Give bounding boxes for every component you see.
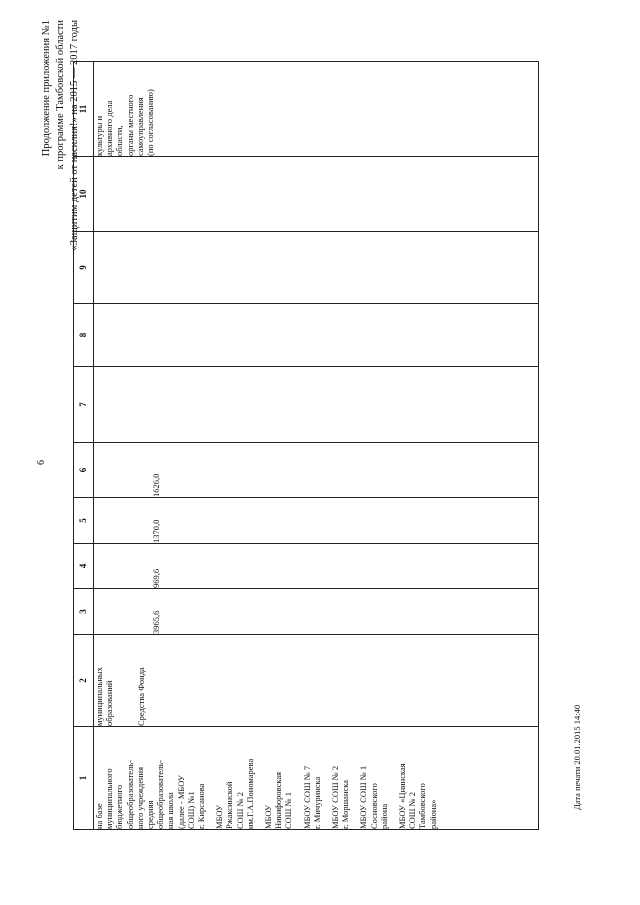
col-header-10: 10 xyxy=(74,157,94,232)
cell-col10 xyxy=(94,157,539,232)
print-date: Дата печати 20.01.2015 14:40 xyxy=(572,704,582,810)
cell-col9 xyxy=(94,232,539,304)
cell-line: муниципального xyxy=(104,768,115,829)
cell-responsible xyxy=(94,62,539,157)
cell-line: области, xyxy=(114,125,125,156)
cell-col6 xyxy=(94,443,539,498)
cell-line: ного учреждения xyxy=(134,767,145,829)
header-line-1: Продолжение приложения №1 xyxy=(41,20,52,157)
cell-line: СОШ № 2 xyxy=(407,792,418,829)
cell-col5 xyxy=(94,498,539,544)
cell-line: МБОУ xyxy=(214,804,225,829)
cell-line: г. Кирсанова xyxy=(196,783,207,829)
header-line-3: «Защитим детей от насилия!» на 2015 — 2017 годы xyxy=(69,20,80,251)
cell-line: района» xyxy=(427,799,438,829)
cell-line: СОШ) №1 xyxy=(185,791,196,829)
cell-line: архивного дела xyxy=(104,100,115,156)
col-header-4: 4 xyxy=(74,544,94,589)
col-header-1: 1 xyxy=(74,727,94,830)
cell-line: Сосновского xyxy=(368,783,379,829)
cell-line: общеобразователь- xyxy=(124,760,135,829)
cell-line: СОШ № 2 xyxy=(234,792,245,829)
cell-institutions xyxy=(94,727,539,830)
cell-line: МБОУ СОШ № 7 xyxy=(301,765,312,829)
cell-line: района xyxy=(378,803,389,829)
col-header-8: 8 xyxy=(74,304,94,367)
cell-line: муниципальных xyxy=(94,667,104,726)
program-table xyxy=(73,61,539,830)
cell-col4 xyxy=(94,544,539,589)
col-header-9: 9 xyxy=(74,232,94,304)
cell-line: Никифоровская xyxy=(273,771,284,829)
cell-line: МБОУ СОШ № 2 xyxy=(330,765,341,829)
table-row xyxy=(94,62,539,830)
cell-line: МБОУ xyxy=(263,804,274,829)
col-header-7: 7 xyxy=(74,367,94,443)
cell-line: бюджетного xyxy=(114,784,125,829)
cell-line: самоуправления xyxy=(134,97,145,156)
value-total: 3965,6 xyxy=(151,610,161,634)
col-header-11: 11 xyxy=(74,62,94,157)
header-row xyxy=(74,62,94,830)
value-2017: 1626,0 xyxy=(151,473,161,497)
cell-funding-source xyxy=(94,635,539,727)
cell-line: г. Моршанска xyxy=(340,779,351,829)
col-header-3: 3 xyxy=(74,589,94,635)
cell-line: средняя xyxy=(145,800,156,829)
cell-col8 xyxy=(94,304,539,367)
header-line-2: к программе Тамбовской области xyxy=(55,20,66,170)
cell-line: им.Г.А.Пономарева xyxy=(244,758,255,829)
value-2015: 969,6 xyxy=(151,568,161,588)
cell-line: (далее - МБОУ xyxy=(175,775,186,829)
cell-line: Средства Фонда xyxy=(136,667,147,726)
col-header-5: 5 xyxy=(74,498,94,544)
cell-line: Ржаксинской xyxy=(224,781,235,829)
col-header-6: 6 xyxy=(74,443,94,498)
cell-line: МБОУ «Цнинская xyxy=(397,763,408,829)
cell-line: органы местного xyxy=(124,94,135,156)
cell-col3 xyxy=(94,589,539,635)
cell-col7 xyxy=(94,367,539,443)
value-2016: 1370,0 xyxy=(151,519,161,543)
cell-line: СОШ № 1 xyxy=(283,792,294,829)
col-header-2: 2 xyxy=(74,635,94,727)
cell-line: Тамбовского xyxy=(417,783,428,829)
cell-line: общеобразователь- xyxy=(155,760,166,829)
cell-line: МБОУ СОШ № 1 xyxy=(358,765,369,829)
cell-line: образований xyxy=(104,680,115,726)
cell-line: культуры и xyxy=(94,115,104,156)
cell-line: (по согласованию) xyxy=(145,89,156,156)
cell-line: г. Мичуринска xyxy=(311,776,322,829)
cell-line: на базе xyxy=(94,803,104,829)
cell-line: ная школа xyxy=(165,792,176,829)
page-number: 6 xyxy=(36,460,47,465)
